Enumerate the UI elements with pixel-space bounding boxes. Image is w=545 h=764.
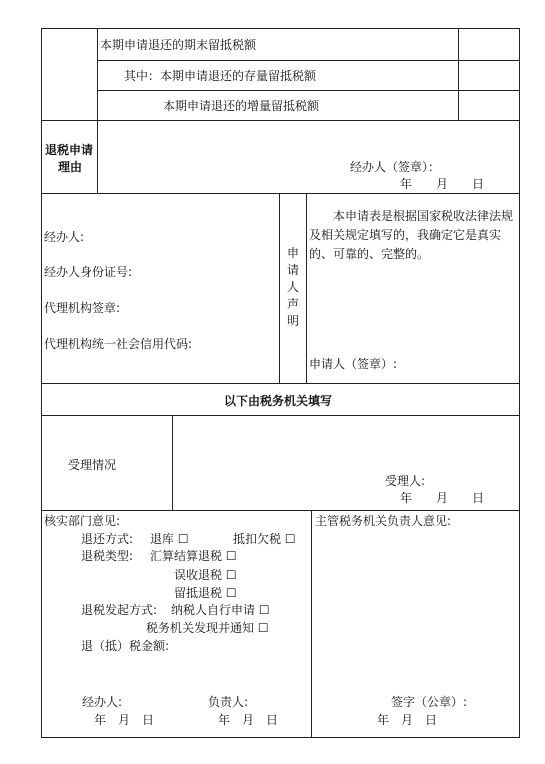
- supervisor-opinion-title: 主管税务机关负责人意见:: [315, 514, 452, 528]
- stock-refund-amount-label: 其中：本期申请退还的存量留抵税额: [124, 69, 317, 83]
- refund-amount-label: 退（抵）税金额:: [81, 639, 170, 653]
- verification-title: 核实部门意见:: [44, 514, 121, 528]
- initiation-self-checkbox[interactable]: 纳税人自行申请 ☐: [171, 603, 270, 617]
- agency-sign-label: 代理机构签章:: [44, 301, 121, 315]
- acceptance-label: 受理情况: [68, 458, 117, 472]
- declaration-text: 本申请表是根据国家税收法律法规及相关规定填写的，我确定它是真实的、可靠的、完整的。: [309, 209, 514, 261]
- initiation-tax-office-checkbox[interactable]: 税务机关发现并通知 ☐: [146, 621, 269, 635]
- verification-responsible-date: 年 月 日: [218, 713, 279, 727]
- period-refund-amount-label: 本期申请退还的期末留抵税额: [100, 38, 257, 52]
- supervisor-sign-label: 签字（公章）:: [391, 695, 468, 709]
- acceptance-receiver-label: 受理人:: [385, 474, 426, 488]
- verification-handler-label: 经办人:: [82, 695, 123, 709]
- refund-type-misc-checkbox[interactable]: 误收退税 ☐: [174, 568, 237, 582]
- refund-reason-label: 退税申请: [45, 143, 94, 157]
- agent-handler-label: 经办人:: [44, 230, 85, 244]
- initiation-label: 退税发起方式:: [81, 603, 158, 617]
- refund-method-offset-checkbox[interactable]: 抵扣欠税 ☐: [233, 532, 296, 546]
- acceptance-date: 年 月 日: [400, 491, 485, 505]
- refund-method-label: 退还方式:: [81, 532, 134, 546]
- refund-method-treasury-checkbox[interactable]: 退库 ☐: [150, 532, 189, 546]
- reason-date: 年 月 日: [400, 177, 485, 191]
- verification-handler-date: 年 月 日: [94, 713, 155, 727]
- agency-credit-code-label: 代理机构统一社会信用代码:: [44, 337, 193, 351]
- increment-refund-amount-label: 本期申请退还的增量留抵税额: [163, 99, 320, 113]
- applicant-sign-label: 申请人（签章）:: [309, 357, 398, 371]
- tax-office-section-header: 以下由税务机关填写: [224, 394, 333, 408]
- applicant-declaration-label: 申请人声明: [286, 246, 299, 328]
- refund-type-settlement-checkbox[interactable]: 汇算结算退税 ☐: [150, 549, 237, 563]
- agent-id-number-label: 经办人身份证号:: [44, 265, 133, 279]
- supervisor-date: 年 月 日: [377, 713, 438, 727]
- reason-handler-sign: 经办人（签章）：: [350, 160, 441, 174]
- refund-type-credit-checkbox[interactable]: 留抵退税 ☐: [174, 586, 237, 600]
- refund-reason-label-2: 理由: [58, 160, 83, 174]
- refund-type-label: 退税类型:: [81, 549, 134, 563]
- verification-responsible-label: 负责人:: [208, 695, 249, 709]
